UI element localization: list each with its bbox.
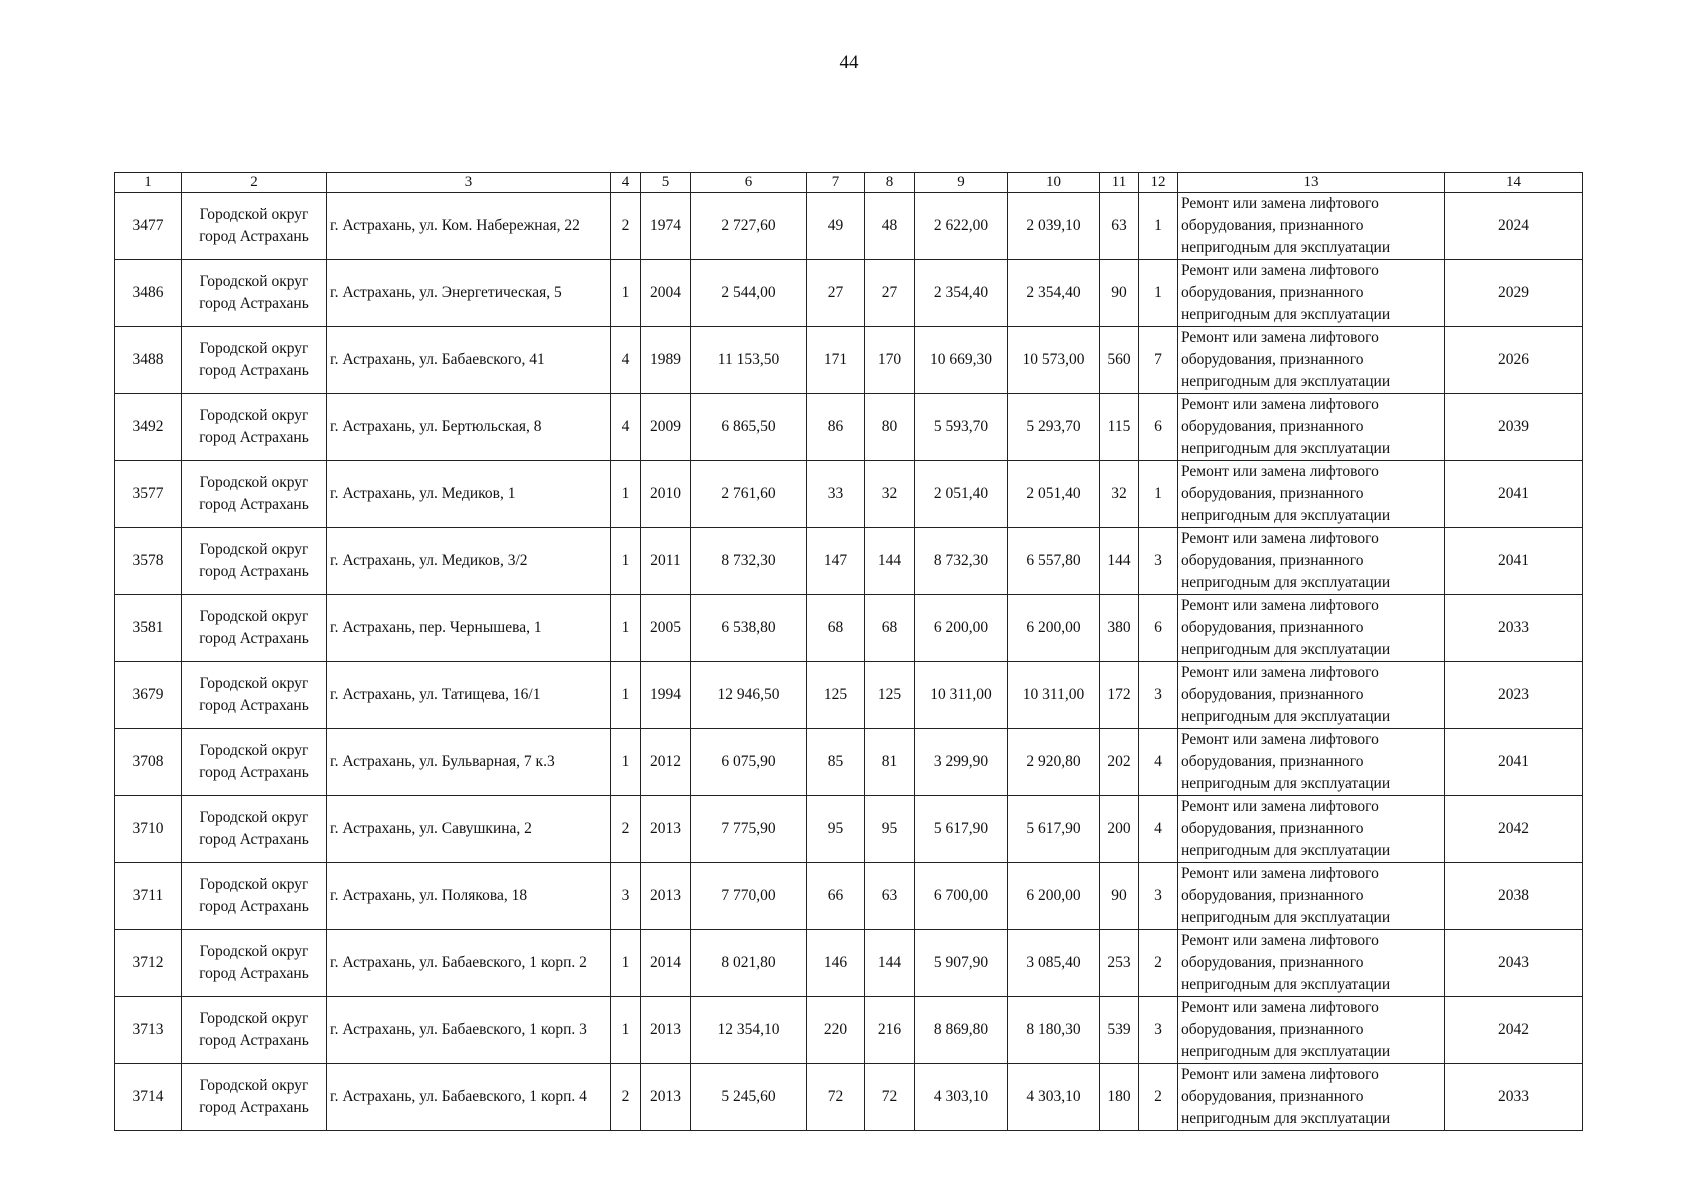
cell-work-description: Ремонт или замена лифтового оборудования, признанного непригодным для эксплуатации xyxy=(1178,930,1445,997)
cell-build-year: 2013 xyxy=(641,1064,691,1131)
cell-value-col-7: 68 xyxy=(807,595,865,662)
table-row xyxy=(115,729,1583,796)
cell-value-col-11: 90 xyxy=(1100,260,1139,327)
cell-value-col-8: 63 xyxy=(865,863,915,930)
cell-value-col-12: 4 xyxy=(1139,796,1178,863)
cell-floors-count: 1 xyxy=(611,595,641,662)
cell-municipality: Городской округ город Астрахань xyxy=(182,863,327,930)
cell-work-description: Ремонт или замена лифтового оборудования, признанного непригодным для эксплуатации xyxy=(1178,863,1445,930)
cell-row-id: 3711 xyxy=(115,863,182,930)
cell-build-year: 2013 xyxy=(641,863,691,930)
cell-value-col-8: 68 xyxy=(865,595,915,662)
table-row xyxy=(115,461,1583,528)
cell-value-col-8: 125 xyxy=(865,662,915,729)
cell-address: г. Астрахань, ул. Татищева, 16/1 xyxy=(327,662,611,729)
cell-build-year: 2012 xyxy=(641,729,691,796)
cell-address: г. Астрахань, ул. Бабаевского, 41 xyxy=(327,327,611,394)
cell-row-id: 3708 xyxy=(115,729,182,796)
column-header-2: 2 xyxy=(182,173,327,193)
cell-area-col-10: 2 354,40 xyxy=(1008,260,1100,327)
column-header-13: 13 xyxy=(1178,173,1445,193)
cell-row-id: 3492 xyxy=(115,394,182,461)
cell-total-area: 2 761,60 xyxy=(691,461,807,528)
cell-total-area: 2 544,00 xyxy=(691,260,807,327)
cell-value-col-8: 48 xyxy=(865,193,915,260)
cell-address: г. Астрахань, ул. Бабаевского, 1 корп. 2 xyxy=(327,930,611,997)
cell-total-area: 6 865,50 xyxy=(691,394,807,461)
cell-area-col-9: 8 869,80 xyxy=(915,997,1008,1064)
cell-total-area: 11 153,50 xyxy=(691,327,807,394)
table-row xyxy=(115,930,1583,997)
cell-value-col-8: 81 xyxy=(865,729,915,796)
cell-address: г. Астрахань, ул. Савушкина, 2 xyxy=(327,796,611,863)
cell-value-col-11: 180 xyxy=(1100,1064,1139,1131)
cell-value-col-8: 170 xyxy=(865,327,915,394)
cell-value-col-7: 95 xyxy=(807,796,865,863)
cell-row-id: 3581 xyxy=(115,595,182,662)
cell-value-col-8: 144 xyxy=(865,528,915,595)
cell-work-description: Ремонт или замена лифтового оборудования, признанного непригодным для эксплуатации xyxy=(1178,729,1445,796)
cell-value-col-12: 4 xyxy=(1139,729,1178,796)
cell-municipality: Городской округ город Астрахань xyxy=(182,528,327,595)
cell-value-col-11: 63 xyxy=(1100,193,1139,260)
cell-value-col-7: 49 xyxy=(807,193,865,260)
cell-value-col-8: 144 xyxy=(865,930,915,997)
cell-value-col-8: 216 xyxy=(865,997,915,1064)
cell-floors-count: 1 xyxy=(611,930,641,997)
cell-value-col-8: 80 xyxy=(865,394,915,461)
cell-value-col-7: 86 xyxy=(807,394,865,461)
column-header-7: 7 xyxy=(807,173,865,193)
cell-municipality: Городской округ город Астрахань xyxy=(182,595,327,662)
cell-area-col-10: 5 617,90 xyxy=(1008,796,1100,863)
cell-row-id: 3710 xyxy=(115,796,182,863)
cell-plan-year: 2041 xyxy=(1445,461,1583,528)
cell-work-description: Ремонт или замена лифтового оборудования, признанного непригодным для эксплуатации xyxy=(1178,997,1445,1064)
cell-work-description: Ремонт или замена лифтового оборудования, признанного непригодным для эксплуатации xyxy=(1178,796,1445,863)
cell-total-area: 7 775,90 xyxy=(691,796,807,863)
cell-value-col-8: 72 xyxy=(865,1064,915,1131)
cell-total-area: 5 245,60 xyxy=(691,1064,807,1131)
cell-build-year: 2010 xyxy=(641,461,691,528)
cell-area-col-9: 10 311,00 xyxy=(915,662,1008,729)
column-header-4: 4 xyxy=(611,173,641,193)
cell-build-year: 2005 xyxy=(641,595,691,662)
cell-total-area: 7 770,00 xyxy=(691,863,807,930)
cell-value-col-7: 72 xyxy=(807,1064,865,1131)
cell-value-col-12: 2 xyxy=(1139,1064,1178,1131)
table-row xyxy=(115,997,1583,1064)
cell-address: г. Астрахань, ул. Бульварная, 7 к.3 xyxy=(327,729,611,796)
cell-value-col-12: 2 xyxy=(1139,930,1178,997)
cell-row-id: 3714 xyxy=(115,1064,182,1131)
cell-value-col-8: 27 xyxy=(865,260,915,327)
cell-value-col-11: 90 xyxy=(1100,863,1139,930)
cell-value-col-11: 380 xyxy=(1100,595,1139,662)
cell-address: г. Астрахань, пер. Чернышева, 1 xyxy=(327,595,611,662)
cell-municipality: Городской округ город Астрахань xyxy=(182,394,327,461)
cell-total-area: 6 075,90 xyxy=(691,729,807,796)
cell-area-col-9: 5 617,90 xyxy=(915,796,1008,863)
table-row xyxy=(115,260,1583,327)
cell-value-col-11: 253 xyxy=(1100,930,1139,997)
cell-row-id: 3713 xyxy=(115,997,182,1064)
column-number-header-row xyxy=(115,173,1583,193)
cell-value-col-7: 66 xyxy=(807,863,865,930)
cell-work-description: Ремонт или замена лифтового оборудования, признанного непригодным для эксплуатации xyxy=(1178,528,1445,595)
cell-work-description: Ремонт или замена лифтового оборудования, признанного непригодным для эксплуатации xyxy=(1178,193,1445,260)
cell-row-id: 3578 xyxy=(115,528,182,595)
cell-plan-year: 2039 xyxy=(1445,394,1583,461)
cell-plan-year: 2033 xyxy=(1445,1064,1583,1131)
cell-work-description: Ремонт или замена лифтового оборудования, признанного непригодным для эксплуатации xyxy=(1178,327,1445,394)
cell-plan-year: 2043 xyxy=(1445,930,1583,997)
cell-build-year: 2013 xyxy=(641,796,691,863)
cell-value-col-12: 6 xyxy=(1139,595,1178,662)
table-row xyxy=(115,662,1583,729)
cell-plan-year: 2024 xyxy=(1445,193,1583,260)
cell-plan-year: 2042 xyxy=(1445,796,1583,863)
cell-area-col-10: 2 920,80 xyxy=(1008,729,1100,796)
table-body xyxy=(115,193,1583,1131)
cell-floors-count: 1 xyxy=(611,729,641,796)
cell-build-year: 2014 xyxy=(641,930,691,997)
cell-floors-count: 1 xyxy=(611,662,641,729)
cell-municipality: Городской округ город Астрахань xyxy=(182,997,327,1064)
cell-area-col-10: 6 200,00 xyxy=(1008,595,1100,662)
cell-address: г. Астрахань, ул. Бертюльская, 8 xyxy=(327,394,611,461)
cell-municipality: Городской округ город Астрахань xyxy=(182,930,327,997)
cell-value-col-7: 171 xyxy=(807,327,865,394)
cell-value-col-8: 95 xyxy=(865,796,915,863)
cell-value-col-12: 3 xyxy=(1139,863,1178,930)
cell-area-col-10: 6 200,00 xyxy=(1008,863,1100,930)
cell-area-col-9: 6 700,00 xyxy=(915,863,1008,930)
cell-area-col-10: 10 311,00 xyxy=(1008,662,1100,729)
cell-area-col-10: 6 557,80 xyxy=(1008,528,1100,595)
cell-address: г. Астрахань, ул. Медиков, 3/2 xyxy=(327,528,611,595)
cell-value-col-12: 6 xyxy=(1139,394,1178,461)
column-header-6: 6 xyxy=(691,173,807,193)
cell-municipality: Городской округ город Астрахань xyxy=(182,461,327,528)
cell-value-col-12: 3 xyxy=(1139,662,1178,729)
cell-area-col-9: 5 907,90 xyxy=(915,930,1008,997)
column-header-1: 1 xyxy=(115,173,182,193)
cell-build-year: 2009 xyxy=(641,394,691,461)
cell-area-col-9: 5 593,70 xyxy=(915,394,1008,461)
column-header-3: 3 xyxy=(327,173,611,193)
cell-work-description: Ремонт или замена лифтового оборудования, признанного непригодным для эксплуатации xyxy=(1178,662,1445,729)
cell-value-col-7: 147 xyxy=(807,528,865,595)
cell-area-col-10: 4 303,10 xyxy=(1008,1064,1100,1131)
cell-floors-count: 2 xyxy=(611,1064,641,1131)
cell-address: г. Астрахань, ул. Бабаевского, 1 корп. 3 xyxy=(327,997,611,1064)
table-row xyxy=(115,796,1583,863)
cell-total-area: 8 021,80 xyxy=(691,930,807,997)
table-row xyxy=(115,394,1583,461)
cell-value-col-7: 85 xyxy=(807,729,865,796)
cell-plan-year: 2023 xyxy=(1445,662,1583,729)
page-number: 44 xyxy=(839,52,859,73)
cell-value-col-12: 7 xyxy=(1139,327,1178,394)
cell-value-col-8: 32 xyxy=(865,461,915,528)
cell-area-col-10: 2 051,40 xyxy=(1008,461,1100,528)
cell-value-col-7: 220 xyxy=(807,997,865,1064)
cell-row-id: 3477 xyxy=(115,193,182,260)
cell-value-col-7: 125 xyxy=(807,662,865,729)
cell-municipality: Городской округ город Астрахань xyxy=(182,1064,327,1131)
cell-floors-count: 1 xyxy=(611,461,641,528)
cell-address: г. Астрахань, ул. Бабаевского, 1 корп. 4 xyxy=(327,1064,611,1131)
cell-area-col-10: 3 085,40 xyxy=(1008,930,1100,997)
cell-total-area: 2 727,60 xyxy=(691,193,807,260)
cell-area-col-9: 4 303,10 xyxy=(915,1064,1008,1131)
cell-plan-year: 2033 xyxy=(1445,595,1583,662)
cell-value-col-7: 146 xyxy=(807,930,865,997)
cell-area-col-9: 6 200,00 xyxy=(915,595,1008,662)
cell-floors-count: 3 xyxy=(611,863,641,930)
column-header-10: 10 xyxy=(1008,173,1100,193)
cell-total-area: 12 946,50 xyxy=(691,662,807,729)
table-row xyxy=(115,327,1583,394)
table-row xyxy=(115,1064,1583,1131)
table-row xyxy=(115,595,1583,662)
cell-floors-count: 1 xyxy=(611,528,641,595)
cell-municipality: Городской округ город Астрахань xyxy=(182,729,327,796)
cell-value-col-11: 539 xyxy=(1100,997,1139,1064)
cell-plan-year: 2041 xyxy=(1445,528,1583,595)
cell-value-col-11: 32 xyxy=(1100,461,1139,528)
cell-municipality: Городской округ город Астрахань xyxy=(182,662,327,729)
table-row xyxy=(115,193,1583,260)
cell-value-col-12: 3 xyxy=(1139,997,1178,1064)
cell-work-description: Ремонт или замена лифтового оборудования, признанного непригодным для эксплуатации xyxy=(1178,461,1445,528)
column-header-5: 5 xyxy=(641,173,691,193)
cell-area-col-9: 2 354,40 xyxy=(915,260,1008,327)
cell-floors-count: 4 xyxy=(611,394,641,461)
cell-address: г. Астрахань, ул. Энергетическая, 5 xyxy=(327,260,611,327)
cell-build-year: 1989 xyxy=(641,327,691,394)
cell-municipality: Городской округ город Астрахань xyxy=(182,193,327,260)
column-header-12: 12 xyxy=(1139,173,1178,193)
cell-plan-year: 2026 xyxy=(1445,327,1583,394)
cell-address: г. Астрахань, ул. Полякова, 18 xyxy=(327,863,611,930)
cell-value-col-11: 202 xyxy=(1100,729,1139,796)
table-row xyxy=(115,863,1583,930)
cell-floors-count: 1 xyxy=(611,997,641,1064)
cell-build-year: 2011 xyxy=(641,528,691,595)
cell-total-area: 8 732,30 xyxy=(691,528,807,595)
cell-area-col-9: 8 732,30 xyxy=(915,528,1008,595)
cell-value-col-11: 144 xyxy=(1100,528,1139,595)
cell-build-year: 1994 xyxy=(641,662,691,729)
cell-plan-year: 2041 xyxy=(1445,729,1583,796)
cell-address: г. Астрахань, ул. Медиков, 1 xyxy=(327,461,611,528)
cell-row-id: 3679 xyxy=(115,662,182,729)
cell-floors-count: 1 xyxy=(611,260,641,327)
column-header-14: 14 xyxy=(1445,173,1583,193)
cell-area-col-9: 2 622,00 xyxy=(915,193,1008,260)
cell-floors-count: 2 xyxy=(611,193,641,260)
cell-municipality: Городской округ город Астрахань xyxy=(182,327,327,394)
cell-value-col-11: 560 xyxy=(1100,327,1139,394)
cell-value-col-11: 172 xyxy=(1100,662,1139,729)
cell-total-area: 6 538,80 xyxy=(691,595,807,662)
cell-area-col-9: 3 299,90 xyxy=(915,729,1008,796)
cell-plan-year: 2038 xyxy=(1445,863,1583,930)
cell-build-year: 2004 xyxy=(641,260,691,327)
cell-row-id: 3712 xyxy=(115,930,182,997)
cell-value-col-11: 200 xyxy=(1100,796,1139,863)
column-header-9: 9 xyxy=(915,173,1008,193)
cell-floors-count: 2 xyxy=(611,796,641,863)
cell-address: г. Астрахань, ул. Ком. Набережная, 22 xyxy=(327,193,611,260)
column-header-11: 11 xyxy=(1100,173,1139,193)
cell-work-description: Ремонт или замена лифтового оборудования, признанного непригодным для эксплуатации xyxy=(1178,1064,1445,1131)
cell-work-description: Ремонт или замена лифтового оборудования, признанного непригодным для эксплуатации xyxy=(1178,260,1445,327)
cell-build-year: 1974 xyxy=(641,193,691,260)
cell-municipality: Городской округ город Астрахань xyxy=(182,796,327,863)
cell-area-col-10: 2 039,10 xyxy=(1008,193,1100,260)
cell-row-id: 3577 xyxy=(115,461,182,528)
cell-area-col-10: 8 180,30 xyxy=(1008,997,1100,1064)
cell-value-col-7: 33 xyxy=(807,461,865,528)
table-row xyxy=(115,528,1583,595)
cell-area-col-10: 10 573,00 xyxy=(1008,327,1100,394)
cell-value-col-12: 1 xyxy=(1139,193,1178,260)
cell-row-id: 3486 xyxy=(115,260,182,327)
cell-municipality: Городской округ город Астрахань xyxy=(182,260,327,327)
cell-row-id: 3488 xyxy=(115,327,182,394)
cell-plan-year: 2042 xyxy=(1445,997,1583,1064)
cell-floors-count: 4 xyxy=(611,327,641,394)
cell-area-col-10: 5 293,70 xyxy=(1008,394,1100,461)
cell-area-col-9: 10 669,30 xyxy=(915,327,1008,394)
cell-value-col-12: 3 xyxy=(1139,528,1178,595)
cell-work-description: Ремонт или замена лифтового оборудования, признанного непригодным для эксплуатации xyxy=(1178,394,1445,461)
cell-total-area: 12 354,10 xyxy=(691,997,807,1064)
cell-value-col-11: 115 xyxy=(1100,394,1139,461)
cell-build-year: 2013 xyxy=(641,997,691,1064)
cell-value-col-12: 1 xyxy=(1139,461,1178,528)
cell-plan-year: 2029 xyxy=(1445,260,1583,327)
cell-work-description: Ремонт или замена лифтового оборудования, признанного непригодным для эксплуатации xyxy=(1178,595,1445,662)
housing-register-table xyxy=(114,172,1583,1131)
cell-value-col-12: 1 xyxy=(1139,260,1178,327)
cell-area-col-9: 2 051,40 xyxy=(915,461,1008,528)
cell-value-col-7: 27 xyxy=(807,260,865,327)
column-header-8: 8 xyxy=(865,173,915,193)
